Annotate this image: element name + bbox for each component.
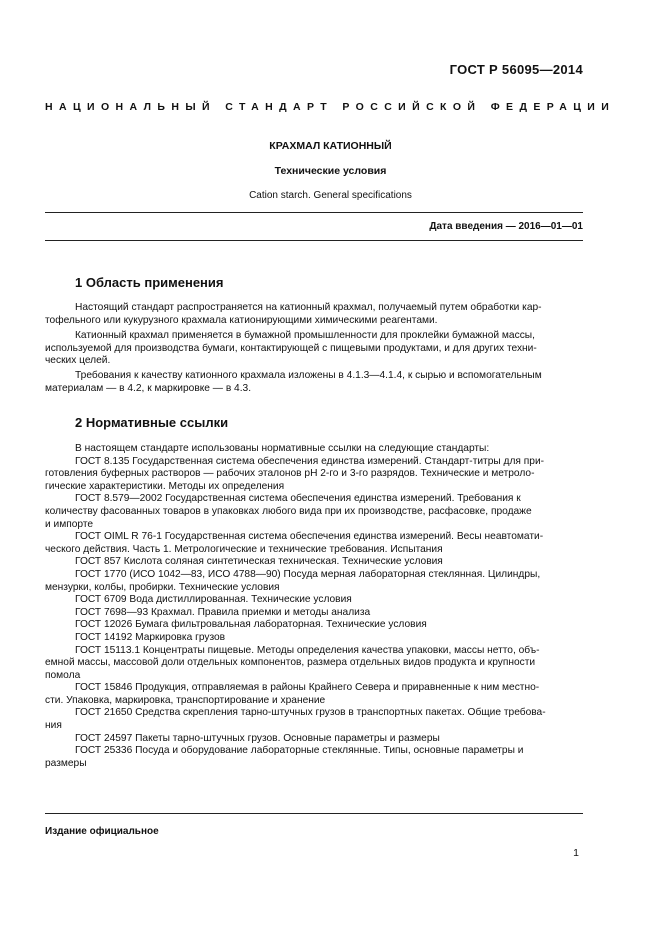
references-list — [45, 443, 583, 770]
reference-item: ГОСТ OIML R 76-1 Государственная система обеспечения единства измерений. Весы неавтомати- ческого действия. Часть 1. Метрологические и технические требования. Испытания — [45, 531, 544, 555]
document-title: КРАХМАЛ КАТИОННЫЙ — [269, 140, 392, 152]
divider-top — [45, 212, 583, 213]
footer-divider — [45, 813, 583, 814]
page-number: 1 — [573, 847, 579, 859]
reference-item: ГОСТ 12026 Бумага фильтровальная лабораторная. Технические условия — [75, 619, 427, 631]
reference-item: ГОСТ 8.579—2002 Государственная система обеспечения единства измерений. Требования к количеству фасованных товаров в упаковках любого вида при их производстве, расфасовке, продаже и импорте — [45, 493, 532, 530]
reference-item: ГОСТ 15846 Продукция, отправляемая в районы Крайнего Севера и приравненные к ним местно- сти. Упаковка, маркировка, транспортирование и хранение — [45, 682, 540, 706]
scope-paragraph: Требования к качеству катионного крахмала изложены в 4.1.3—4.1.4, к сырью и вспомогательным материалам — в 4.2, к маркировке — в 4.3. — [45, 370, 542, 394]
national-standard-banner: НАЦИОНАЛЬНЫЙ СТАНДАРТ РОССИЙСКОЙ ФЕДЕРАЦИИ — [45, 101, 616, 113]
english-title: Cation starch. General specifications — [249, 190, 412, 201]
reference-item: ГОСТ 15113.1 Концентраты пищевые. Методы определения качества упаковки, массы нетто, объ- емной массы, массовой доли отдельных компонентов, размера отдельных видов продукта и крупности помола — [45, 644, 540, 681]
document-number: ГОСТ Р 56095—2014 — [449, 62, 583, 77]
reference-item: ГОСТ 21650 Средства скрепления тарно-штучных грузов в транспортных пакетах. Общие требова- ния — [45, 707, 546, 732]
scope-paragraph: Настоящий стандарт распространяется на катионный крахмал, получаемый путем обработки кар- тофельного или кукурузного крахмала катионирующими химическими реагентами. — [45, 302, 542, 326]
section-heading-references: 2 Нормативные ссылки — [75, 415, 229, 430]
reference-item: ГОСТ 14192 Маркировка грузов — [75, 631, 226, 643]
scope-paragraph: Катионный крахмал применяется в бумажной промышленности для проклейки бумажной массы, используемой для производства бумаги, контактирующей с пищевыми продуктами, и для других техни- ческих целей. — [45, 330, 537, 367]
reference-item: ГОСТ 7698—93 Крахмал. Правила приемки и методы анализа — [75, 606, 371, 618]
reference-item: ГОСТ 1770 (ИСО 1042—83, ИСО 4788—90) Посуда мерная лабораторная стеклянная. Цилиндры, мензурки, колбы, пробирки. Технические условия — [45, 568, 541, 593]
reference-item: ГОСТ 6709 Вода дистиллированная. Технические условия — [75, 594, 352, 606]
reference-item: ГОСТ 24597 Пакеты тарно-штучных грузов. Основные параметры и размеры — [75, 732, 440, 744]
reference-item: ГОСТ 857 Кислота соляная синтетическая техническая. Технические условия — [75, 556, 443, 568]
section-heading-scope: 1 Область применения — [75, 275, 224, 290]
reference-item: ГОСТ 8.135 Государственная система обеспечения единства измерений. Стандарт-титры для при- готовления буферных растворов — рабочих эталонов pH 2-го и 3-го разрядов. Технические и метроло- гические характеристики. Методы их определения — [45, 455, 545, 492]
introduction-date: Дата введения — 2016—01—01 — [429, 221, 583, 232]
reference-intro: В настоящем стандарте использованы нормативные ссылки на следующие стандарты: — [75, 443, 490, 454]
document-subtitle: Технические условия — [274, 165, 387, 177]
reference-item: ГОСТ 25336 Посуда и оборудование лабораторные стеклянные. Типы, основные параметры и размеры — [45, 745, 524, 769]
official-edition-label: Издание официальное — [45, 826, 159, 837]
divider-bottom — [45, 240, 583, 241]
